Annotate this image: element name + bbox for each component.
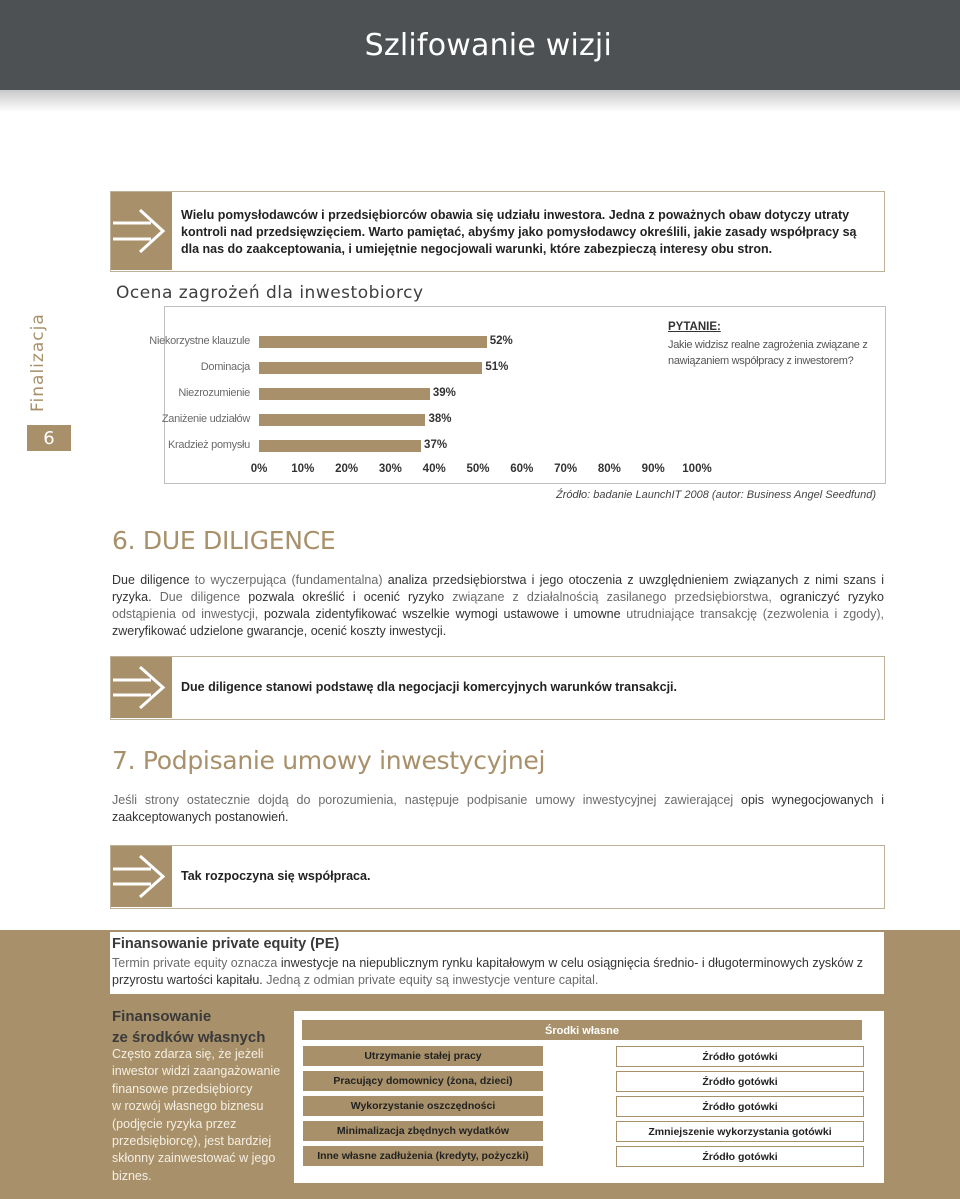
own-funds-line: przedsiębiorcę), jest bardziej [112, 1134, 272, 1149]
dd-text-7: ograniczyć ryzyko [779, 590, 884, 604]
section-6-number: 6. [112, 526, 136, 555]
chart-title: Ocena zagrożeń dla inwestobiorcy [116, 283, 424, 303]
diagram-right-item: Zmniejszenie wykorzystania gotówki [616, 1121, 864, 1142]
pe-text-2: inwestycje na niepublicznym rynku kapitałowym w celu osiągnięcia średnio- i długoterminowych zysków z przyrostu wartości kapitału. [112, 956, 864, 987]
section-6-paragraph [112, 572, 884, 640]
section-7-paragraph [112, 792, 884, 826]
bar [259, 440, 421, 452]
diagram-left-item: Minimalizacja zbędnych wydatków [303, 1121, 543, 1141]
section-7-title: Podpisanie umowy inwestycyjnej [135, 746, 546, 775]
bar-value-label: 39% [432, 387, 456, 399]
dd-text-3: analiza przedsiębiorstwa i jego otoczenia z uwzględnieniem związanych z nimi szans i ryzyka. [112, 573, 884, 604]
own-funds-line: skłonny zainwestować w jego [112, 1151, 276, 1166]
bar-value-label: 37% [424, 439, 448, 451]
own-funds-title-line-1: Finansowanie [112, 1008, 212, 1025]
dd-text-6: związane z działalnością zasilanego przedsiębiorstwa, [444, 590, 780, 604]
own-funds-text [112, 1046, 280, 1185]
diagram-left-item: Utrzymanie stałej pracy [303, 1046, 543, 1066]
x-axis-tick-label: 40% [422, 463, 446, 475]
chart-source: Źródło: badanie LaunchIT 2008 (autor: Business Angel Seedfund) [555, 489, 876, 501]
bar [259, 414, 425, 426]
section-7-number: 7. [112, 746, 136, 775]
private-equity-text [112, 955, 884, 989]
bar-value-label: 51% [485, 361, 509, 373]
x-axis-tick-label: 10% [291, 463, 315, 475]
page-title: Szlifowanie wizji [364, 28, 612, 63]
diagram-right-item: Źródło gotówki [616, 1096, 864, 1117]
dd-text-8: odstąpienia od inwestycji, [112, 607, 264, 621]
dd-text-10: utrudniające transakcję (zezwolenia i zgody), [620, 607, 884, 621]
pe-text-3: Jedną z odmian private equity są inwestycje venture capital. [262, 973, 599, 987]
bar [259, 362, 482, 374]
own-funds-line: biznes. [112, 1168, 152, 1183]
intro-callout-line-1: Wielu pomysłodawców i przedsiębiorców obawia się udziału inwestora. Jedna z poważnych obaw dotyczy utraty [181, 208, 850, 222]
x-axis-tick-label: 100% [682, 463, 712, 475]
callout-arrow-box [111, 657, 172, 718]
bar-category-label: Dominacja [200, 361, 250, 373]
bar [259, 388, 430, 400]
section-6-title: DUE DILIGENCE [135, 526, 336, 555]
diagram-left-item: Pracujący domownicy (żona, dzieci) [303, 1071, 543, 1091]
x-axis-tick-label: 50% [466, 463, 490, 475]
own-funds-title [112, 1006, 265, 1048]
sec7-text-1: Jeśli strony ostatecznie dojdą do porozumienia, następuje podpisanie umowy inwestycyjnej zawierającej [112, 793, 742, 807]
own-funds-title-line-2: ze środków własnych [112, 1029, 266, 1046]
intro-callout-line-3: dla nas do zaakceptowania, i umiejętnie negocjowali warunki, które zabezpieczą interesy obu stron. [181, 242, 773, 256]
bar-category-label: Kradzież pomysłu [167, 439, 250, 451]
side-tab-number: 6 [27, 425, 71, 451]
cooperation-callout-text: Tak rozpoczyna się współpraca. [181, 869, 371, 883]
diagram-left-item: Wykorzystanie oszczędności [303, 1096, 543, 1116]
bar-category-label: Niezrozumienie [178, 387, 250, 399]
dd-text-4: Due diligence [151, 590, 249, 604]
dd-text-9: pozwala zidentyfikować wszelkie wymogi ustawowe i umowne [263, 607, 621, 621]
pe-text-1: Termin private equity oznacza [112, 956, 281, 970]
diagram-left-item: Inne własne zadłużenia (kredyty, pożyczki) [303, 1146, 543, 1166]
bar [259, 336, 487, 348]
x-axis-tick-label: 0% [250, 463, 268, 475]
x-axis-tick-label: 70% [554, 463, 578, 475]
due-diligence-callout-text: Due diligence stanowi podstawę dla negocjacji komercyjnych warunków transakcji. [181, 680, 677, 694]
arrow-right-icon [111, 657, 172, 718]
section-7-heading [112, 746, 545, 775]
callout-arrow-box [111, 846, 172, 907]
own-funds-line: finansowe przedsiębiorcy [112, 1081, 253, 1096]
x-axis-tick-label: 20% [335, 463, 359, 475]
bar-value-label: 38% [428, 413, 452, 425]
bar-value-label: 52% [489, 335, 513, 347]
dd-text-5: pozwala określić i ocenić ryzyko [248, 590, 445, 604]
arrow-right-icon [111, 846, 172, 907]
dd-text-11: zweryfikować udzielone gwarancje, ocenić koszty inwestycji. [112, 624, 447, 638]
question-heading: PYTANIE: [668, 321, 721, 333]
own-funds-line: w rozwój własnego biznesu [112, 1099, 264, 1114]
intro-callout-line-2: kontroli nad przedsięwzięciem. Warto pamiętać, abyśmy jako pomysłodawcy określili, jakie zasady współpracy są [181, 225, 857, 239]
own-funds-line: inwestor widzi zaangażowanie [112, 1064, 281, 1079]
section-6-heading [112, 526, 335, 555]
x-axis-tick-label: 30% [378, 463, 402, 475]
x-axis-tick-label: 90% [641, 463, 665, 475]
own-funds-line: Często zdarza się, że jeżeli [112, 1047, 264, 1061]
diagram-right-item: Źródło gotówki [616, 1046, 864, 1067]
diagram-right-item: Źródło gotówki [616, 1146, 864, 1167]
bar-chart [0, 0, 960, 500]
dd-term: Due diligence [112, 573, 190, 587]
dd-text-2: to wyczerpująca (fundamentalna) [189, 573, 388, 587]
side-tab-label: Finalizacja [28, 313, 48, 412]
question-text: Jakie widzisz realne zagrożenia związane z nawiązaniem współpracy z inwestorem? [668, 339, 868, 367]
diagram-right-item: Źródło gotówki [616, 1071, 864, 1092]
own-funds-line: (podjęcie ryzyka przez [112, 1116, 237, 1131]
diagram-header: Środki własne [302, 1020, 862, 1040]
bar-category-label: Niekorzystne klauzule [149, 335, 250, 347]
private-equity-title: Finansowanie private equity (PE) [112, 936, 340, 952]
x-axis-tick-label: 60% [510, 463, 534, 475]
x-axis-tick-label: 80% [597, 463, 621, 475]
bar-category-label: Zaniżenie udziałów [161, 413, 250, 425]
sec7-text-2: opis wynegocjowanych i zaakceptowanych postanowień. [112, 793, 884, 824]
